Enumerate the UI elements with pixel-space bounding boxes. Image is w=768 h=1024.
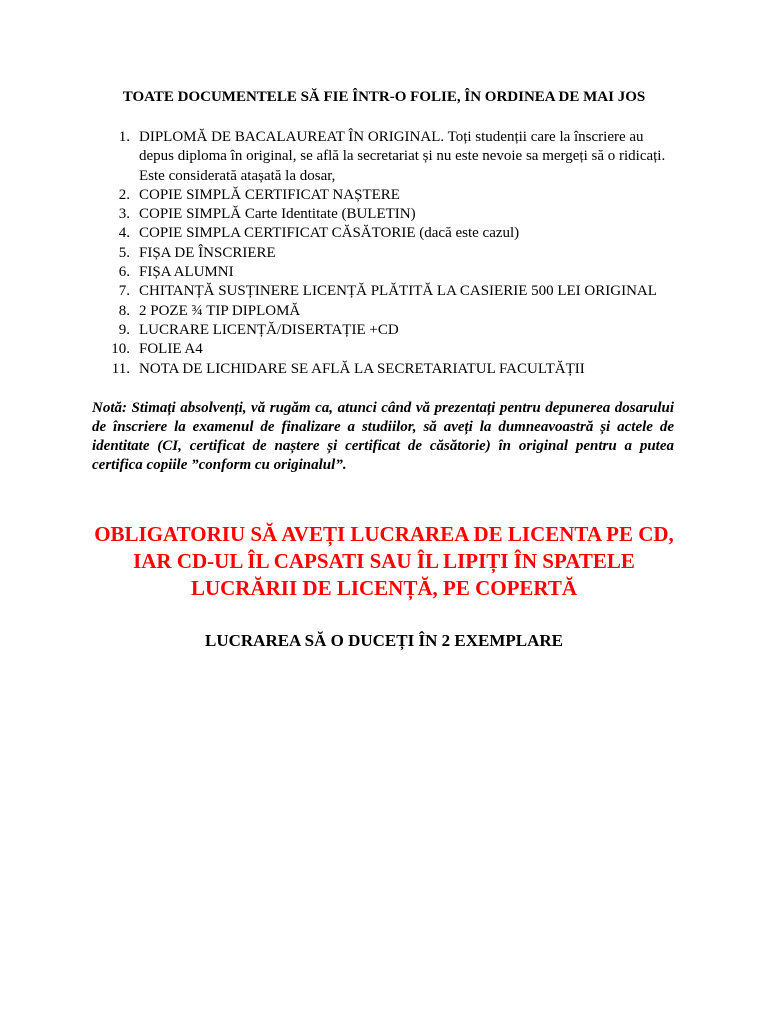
list-item-text: COPIE SIMPLA CERTIFICAT CĂSĂTORIE (dacă este cazul) — [139, 225, 520, 242]
list-item-text: FIȘA ALUMNI — [139, 264, 234, 281]
list-item-text: LUCRARE LICENȚĂ/DISERTAȚIE +CD — [139, 321, 399, 338]
mandatory-cd-notice: OBLIGATORIU SĂ AVEȚI LUCRAREA DE LICENTA PE CD, IAR CD-UL ÎL CAPSATI SAU ÎL LIPIȚI ÎN SPATELE LUCRĂRII DE LICENȚĂ, PE COPERTĂ — [94, 522, 674, 600]
copies-notice: LUCRAREA SĂ O DUCEȚI ÎN 2 EXEMPLARE — [205, 631, 563, 650]
note-label: Notă: — [92, 400, 127, 416]
list-item-number: 10. — [111, 341, 130, 358]
list-item — [104, 224, 674, 243]
list-item-text: NOTA DE LICHIDARE SE AFLĂ LA SECRETARIATUL FACULTĂȚII — [139, 360, 585, 377]
list-item — [104, 282, 674, 301]
list-item — [104, 186, 674, 205]
list-item-number: 4. — [118, 225, 130, 242]
document-title: TOATE DOCUMENTELE SĂ FIE ÎNTR-O FOLIE, ÎN ORDINEA DE MAI JOS — [122, 89, 646, 105]
list-item-number: 9. — [118, 321, 130, 338]
list-item-number: 8. — [118, 302, 130, 319]
list-item-text: COPIE SIMPLĂ Carte Identitate (BULETIN) — [139, 206, 416, 223]
document-checklist — [104, 128, 674, 379]
list-item-number: 1. — [118, 129, 130, 145]
list-item-number: 11. — [111, 360, 130, 377]
list-item-text: 2 POZE ¾ TIP DIPLOMĂ — [139, 302, 301, 319]
list-item-number: 5. — [118, 244, 130, 261]
list-item — [104, 302, 674, 321]
note-text: Stimați absolvenți, vă rugăm ca, atunci când vă prezentați pentru depunerea dosarului de înscriere la examenul de finalizare a studiilor, să aveți la dumneavoastră și actele de identitate (CI, certificat de naștere și certificat de căsătorie) în original pentru a putea certifica copiile ”conform cu originalul”. — [92, 400, 674, 473]
note-paragraph — [92, 399, 674, 475]
list-item-number: 7. — [118, 283, 130, 300]
list-item-text: DIPLOMĂ DE BACALAUREAT ÎN ORIGINAL. Toți studenții care la înscriere au depus diploma în original, se află la secretariat și nu este nevoie sa mergeți să o ridicați. Este considerată atașată la dosar, — [139, 129, 666, 184]
list-item-text: COPIE SIMPLĂ CERTIFICAT NAȘTERE — [139, 186, 400, 203]
list-item-number: 6. — [118, 264, 130, 281]
list-item-number: 2. — [118, 186, 130, 203]
list-item-text: FOLIE A4 — [139, 341, 203, 358]
list-item-text: FIȘA DE ÎNSCRIERE — [139, 244, 276, 261]
list-item — [104, 263, 674, 282]
list-item — [104, 205, 674, 224]
list-item-number: 3. — [118, 206, 130, 223]
list-item — [104, 360, 674, 379]
list-item-text: CHITANȚĂ SUSȚINERE LICENȚĂ PLĂTITĂ LA CASIERIE 500 LEI ORIGINAL — [139, 283, 657, 300]
list-item — [104, 340, 674, 359]
list-item — [104, 244, 674, 263]
list-item — [104, 321, 674, 340]
list-item — [104, 128, 674, 186]
